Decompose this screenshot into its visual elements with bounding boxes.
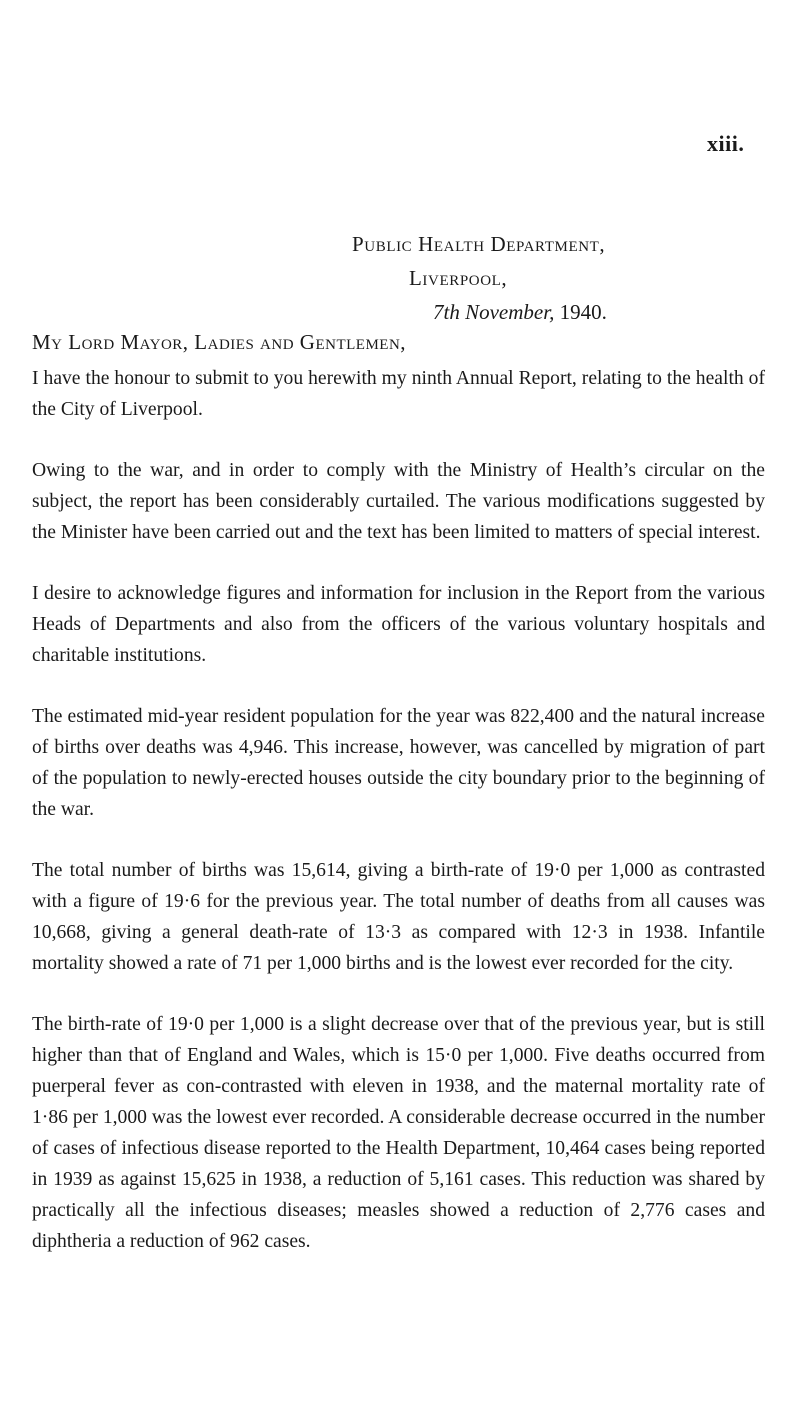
department-name: Public Health Department, <box>352 232 606 256</box>
letter-date <box>433 295 607 329</box>
paragraph-birth-rate-infectious: The birth-rate of 19·0 per 1,000 is a slight decrease over that of the previous year, but is still higher than that of England and Wales, which is 15·0 per 1,000. Five deaths occurred from puerperal fever as con-contrasted with eleven in 1938, and the maternal mortality rate of 1·86 per 1,000 was the lowest ever recorded. A considerable decrease occurred in the number of cases of infectious disease reported to the Health Department, 10,464 cases being reported in 1939 as against 15,625 in 1938, a reduction of 5,161 cases. This reduction was shared by practically all the infectious diseases; measles showed a reduction of 2,776 cases and diphtheria a reduction of 962 cases. <box>32 1014 765 1252</box>
paragraph-acknowledgement: I desire to acknowledge figures and information for inclusion in the Report from the various Heads of Departments and also from the officers of the various voluntary hospitals and charitable institutions. <box>32 583 765 666</box>
city-name: Liverpool, <box>409 266 508 290</box>
date-month: November, <box>465 300 555 324</box>
paragraph-report-intro: I have the honour to submit to you herewith my ninth Annual Report, relating to the health of the City of Liverpool. <box>32 368 765 420</box>
paragraph-births-deaths: The total number of births was 15,614, giving a birth-rate of 19·0 per 1,000 as contrasted with a figure of 19·6 for the previous year. The total number of deaths from all causes was 10,668, giving a general death-rate of 13·3 as compared with 12·3 in 1938. Infantile mortality showed a rate of 71 per 1,000 births and is the lowest ever recorded for the city. <box>32 860 765 974</box>
paragraph-war-curtailment: Owing to the war, and in order to comply with the Ministry of Health’s circular on the subject, the report has been considerably curtailed. The various modifications suggested by the Minister have been carried out and the text has been limited to matters of special interest. <box>32 460 765 543</box>
letter-address <box>352 227 607 329</box>
paragraph-population: The estimated mid-year resident population for the year was 822,400 and the natural increase of births over deaths was 4,946. This increase, however, was cancelled by migration of part of the population to newly-erected houses outside the city boundary prior to the beginning of the war. <box>32 706 765 820</box>
salutation: My Lord Mayor, Ladies and Gentlemen, <box>32 330 407 354</box>
date-year: 1940. <box>559 300 607 324</box>
letter-body <box>32 363 765 1287</box>
date-ordinal: 7th <box>433 300 460 324</box>
page-number: xiii. <box>707 131 745 156</box>
